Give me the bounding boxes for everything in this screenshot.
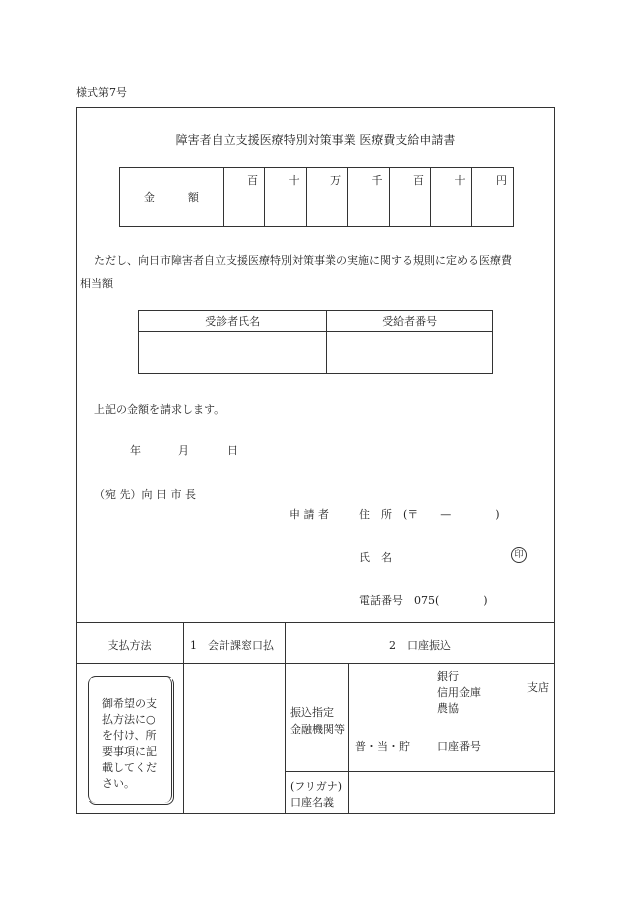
amount-table: [119, 167, 514, 227]
col-divider-3: [348, 663, 349, 814]
applicant-label: 申 請 者: [289, 508, 329, 521]
patient-name-field[interactable]: [139, 332, 327, 374]
unit-label: 円: [496, 174, 507, 187]
body-text-line2: 相当額: [80, 277, 113, 290]
col-divider-1: [183, 622, 184, 814]
address-field[interactable]: 住 所 (〒 — ): [359, 508, 500, 521]
unit-label: 千: [371, 174, 383, 187]
date-day: 日: [227, 444, 238, 457]
unit-label: 百: [247, 174, 259, 187]
patient-name-header: 受診者氏名: [139, 311, 327, 332]
bank-type-options[interactable]: 銀行 信用金庫 農協: [437, 670, 481, 715]
form-title: 障害者自立支援医療特別対策事業 医療費支給申請書: [175, 133, 456, 147]
amount-cell[interactable]: [223, 168, 264, 227]
amount-cell[interactable]: [348, 168, 389, 227]
patient-table: [138, 310, 493, 374]
payment-divider: [76, 622, 555, 623]
unit-label: 万: [330, 174, 342, 187]
payment-method-label: 支払方法: [107, 639, 152, 652]
phone-field[interactable]: 電話番号 075( ): [359, 594, 488, 607]
amount-cell[interactable]: [306, 168, 347, 227]
row-divider: [285, 771, 555, 772]
branch-label: 支店: [527, 681, 549, 694]
unit-label: 百: [413, 174, 425, 187]
form-number: 様式第7号: [76, 86, 127, 99]
payment-header-divider: [76, 663, 555, 664]
account-holder-label: (フリガナ) 口座名義: [290, 780, 343, 809]
amount-cell[interactable]: [389, 168, 430, 227]
unit-label: 十: [454, 174, 466, 187]
account-type-options[interactable]: 普・当・貯: [355, 740, 410, 753]
bank-designation-label: 振込指定 金融機関等: [290, 706, 345, 736]
date-year: 年: [130, 444, 141, 457]
option-transfer[interactable]: 2 口座振込: [389, 639, 451, 652]
claim-text: 上記の金額を請求します。: [94, 403, 226, 416]
amount-label: 金 額: [120, 168, 224, 227]
body-text-line1: ただし、向日市障害者自立支援医療特別対策事業の実施に関する規則に定める医療費: [94, 254, 512, 267]
seal-mark: 印: [511, 547, 527, 563]
recipient-number-header: 受給者番号: [327, 311, 493, 332]
name-field[interactable]: 氏 名: [359, 551, 392, 564]
option-cashier[interactable]: 1 会計課窓口払: [190, 639, 274, 652]
recipient-number-field[interactable]: [327, 332, 493, 374]
amount-cell[interactable]: [431, 168, 472, 227]
amount-cell[interactable]: [472, 168, 514, 227]
instruction-text: 御希望の支 払方法に○ を付け、所 要事項に記 載してくだ さい。: [102, 697, 157, 790]
amount-cell[interactable]: [265, 168, 306, 227]
account-number-label: 口座番号: [437, 740, 481, 753]
unit-label: 十: [288, 174, 300, 187]
date-month: 月: [178, 444, 189, 457]
account-holder-field[interactable]: [350, 773, 554, 813]
addressee: （宛 先）向 日 市 長: [94, 488, 196, 501]
